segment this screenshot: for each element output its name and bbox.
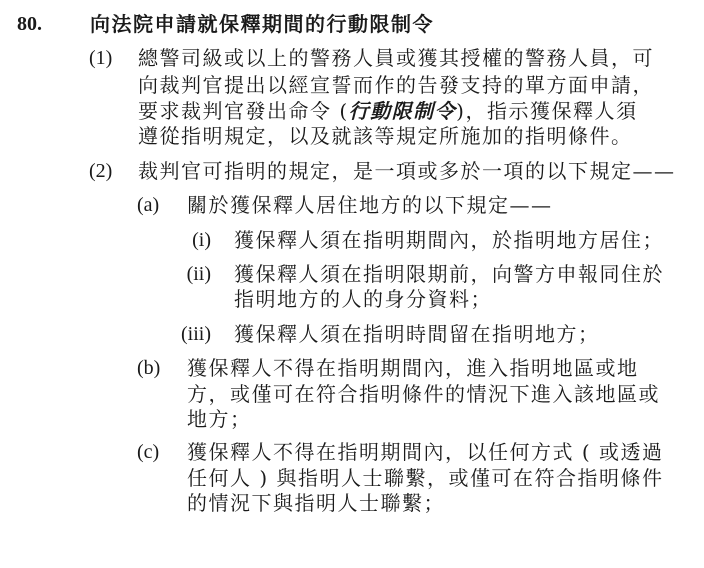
subsection-2-text: 裁判官可指明的規定，是一項或多於一項的以下規定——: [138, 159, 676, 183]
paragraph-b-line-3: 地方；: [187, 407, 252, 431]
paragraph-b-line-2: 方，或僅可在符合指明條件的情況下進入該地區或: [187, 382, 660, 406]
subsection-1-line-4: 遵從指明規定，以及就該等規定所施加的指明條件。: [138, 124, 633, 148]
paragraph-c-marker: (c): [137, 441, 160, 463]
subsection-1-line-3-before: 要求裁判官發出命令 (: [138, 99, 349, 123]
item-ii-line-2: 指明地方的人的身分資料；: [234, 287, 492, 311]
subsection-1-line-1: 總警司級或以上的警務人員或獲其授權的警務人員，可: [138, 46, 654, 70]
item-ii-line-1: 獲保釋人須在指明限期前，向警方申報同住於: [234, 262, 664, 286]
item-i-marker: (i): [192, 229, 211, 251]
defined-term: 行動限制令: [348, 99, 457, 123]
paragraph-c-line-3: 的情況下與指明人士聯繫；: [187, 491, 445, 515]
paragraph-c-line-2: 任何人 ) 與指明人士聯繫，或僅可在符合指明條件: [187, 466, 664, 490]
subsection-1-line-3: [138, 99, 637, 123]
subsection-1-line-3-after: )，指示獲保釋人須: [456, 99, 638, 123]
subsection-1-line-2: 向裁判官提出以經宣誓而作的告發支持的單方面申請，: [138, 73, 654, 97]
paragraph-b-marker: (b): [137, 357, 161, 379]
section-number: 80.: [17, 13, 42, 35]
subsection-1-marker: (1): [89, 47, 113, 69]
subsection-2-marker: (2): [89, 160, 113, 182]
paragraph-b-line-1: 獲保釋人不得在指明期間內，進入指明地區或地: [187, 356, 639, 380]
item-ii-marker: (ii): [186, 263, 211, 285]
item-i-line-1: 獲保釋人須在指明期間內，於指明地方居住；: [234, 228, 664, 252]
paragraph-c-line-1: 獲保釋人不得在指明期間內，以任何方式 ( 或透過: [187, 440, 664, 464]
item-iii-line-1: 獲保釋人須在指明時間留在指明地方；: [234, 322, 600, 346]
section-title: 向法院申請就保釋期間的行動限制令: [90, 12, 434, 36]
paragraph-a-text: 關於獲保釋人居住地方的以下規定——: [187, 193, 553, 217]
paragraph-a-marker: (a): [137, 194, 160, 216]
item-iii-marker: (iii): [181, 323, 211, 345]
